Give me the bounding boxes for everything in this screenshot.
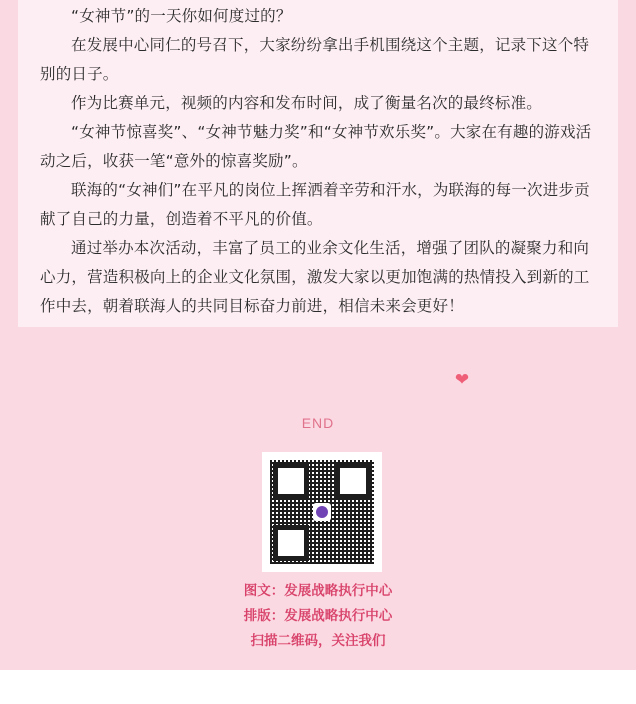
credit-line-layout: 排版：发展战略执行中心 — [243, 608, 393, 624]
qr-logo-dot — [316, 506, 328, 518]
end-label: END — [301, 415, 335, 431]
article-body-card — [18, 0, 618, 343]
article-footer — [0, 327, 636, 670]
bottom-white-strip — [0, 670, 636, 704]
article-paragraph: 通过举办本次活动，丰富了员工的业余文化生活，增强了团队的凝聚力和向心力，营造积极向上的企业文化氛围，激发大家以更加饱满的热情投入到新的工作中去，朝着联海人的共同目标奋力前进，相信未来会更好！ — [40, 239, 590, 315]
credit-line-follow-us: 扫描二维码，关注我们 — [250, 633, 386, 649]
qr-center-logo — [313, 503, 331, 521]
credit-line-text: 图文：发展战略执行中心 — [243, 583, 393, 599]
article-paragraph: “女神节惊喜奖”、“女神节魅力奖”和“女神节欢乐奖”。大家在有趣的游戏活动之后，收获一笔“意外的惊喜奖励”。 — [40, 123, 592, 170]
qr-code-icon[interactable] — [270, 460, 374, 564]
article-paragraph: 作为比赛单元，视频的内容和发布时间，成了衡量名次的最终标准。 — [71, 94, 543, 112]
article-paragraph: 联海的“女神们”在平凡的岗位上挥洒着辛劳和汗水，为联海的每一次进步贡献了自己的力量，创造着不平凡的价值。 — [40, 181, 590, 228]
article-paragraph: “女神节”的一天你如何度过的？ — [71, 7, 292, 25]
qr-code-container[interactable] — [262, 452, 382, 572]
qr-finder-bottom-left — [273, 525, 309, 561]
credits-block — [0, 579, 636, 654]
article-paragraph: 在发展中心同仁的号召下，大家纷纷拿出手机围绕这个主题，记录下这个特别的日子。 — [40, 36, 590, 83]
heart-icon: ❤ — [454, 370, 470, 389]
